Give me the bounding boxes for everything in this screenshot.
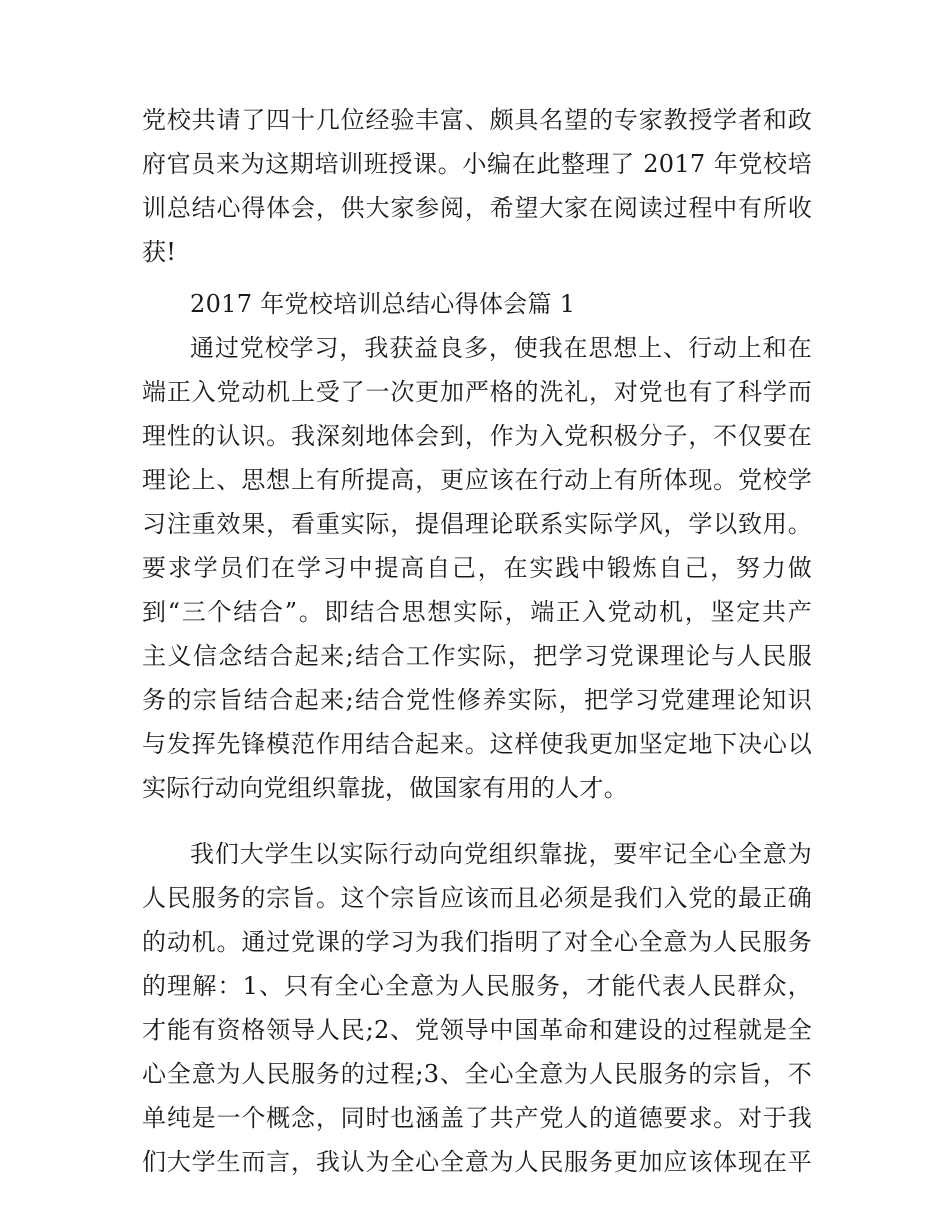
text-line: 的理解：1、只有全心全意为人民服务，才能代表人民群众，: [142, 972, 812, 1000]
text-line: 与发挥先锋模范作用结合起来。这样使我更加坚定地下决心以: [142, 730, 812, 758]
text-line: 获!: [142, 238, 177, 266]
text-line: 们大学生而言，我认为全心全意为人民服务更加应该体现在平: [142, 1148, 812, 1176]
paragraph-2: [142, 832, 812, 1184]
paragraph-1: [142, 326, 812, 810]
text-line: 主义信念结合起来;结合工作实际，把学习党课理论与人民服: [142, 642, 812, 670]
text-line: 务的宗旨结合起来;结合党性修养实际，把学习党建理论知识: [142, 686, 812, 714]
text-line: 要求学员们在学习中提高自己，在实践中锻炼自己，努力做: [142, 554, 812, 582]
text-line: 府官员来为这期培训班授课。小编在此整理了 2017 年党校培: [142, 150, 812, 178]
text-line: 人民服务的宗旨。这个宗旨应该而且必须是我们入党的最正确: [142, 884, 812, 912]
text-line: 理论上、思想上有所提高，更应该在行动上有所体现。党校学: [142, 466, 812, 494]
text-line: 理性的认识。我深刻地体会到，作为入党积极分子，不仅要在: [142, 422, 812, 450]
text-line: 心全意为人民服务的过程;3、全心全意为人民服务的宗旨，不: [142, 1060, 812, 1088]
section-title: 2017 年党校培训总结心得体会篇 1: [190, 290, 576, 318]
section-title-block: [142, 282, 812, 326]
intro-paragraph: [142, 98, 812, 274]
text-line: 实际行动向党组织靠拢，做国家有用的人才。: [142, 774, 628, 802]
text-line: 训总结心得体会，供大家参阅，希望大家在阅读过程中有所收: [142, 194, 812, 222]
text-line: 的动机。通过党课的学习为我们指明了对全心全意为人民服务: [142, 928, 812, 956]
text-line: 党校共请了四十几位经验丰富、颇具名望的专家教授学者和政: [142, 106, 812, 134]
text-line: 到“三个结合”。即结合思想实际，端正入党动机，坚定共产: [142, 598, 812, 626]
text-line: 端正入党动机上受了一次更加严格的洗礼，对党也有了科学而: [142, 378, 812, 406]
text-line: 习注重效果，看重实际，提倡理论联系实际学风，学以致用。: [142, 510, 812, 538]
text-line: 单纯是一个概念，同时也涵盖了共产党人的道德要求。对于我: [142, 1104, 812, 1132]
text-line: 我们大学生以实际行动向党组织靠拢，要牢记全心全意为: [190, 840, 812, 868]
text-line: 才能有资格领导人民;2、党领导中国革命和建设的过程就是全: [142, 1016, 812, 1044]
text-line: 通过党校学习，我获益良多，使我在思想上、行动上和在: [190, 334, 812, 362]
